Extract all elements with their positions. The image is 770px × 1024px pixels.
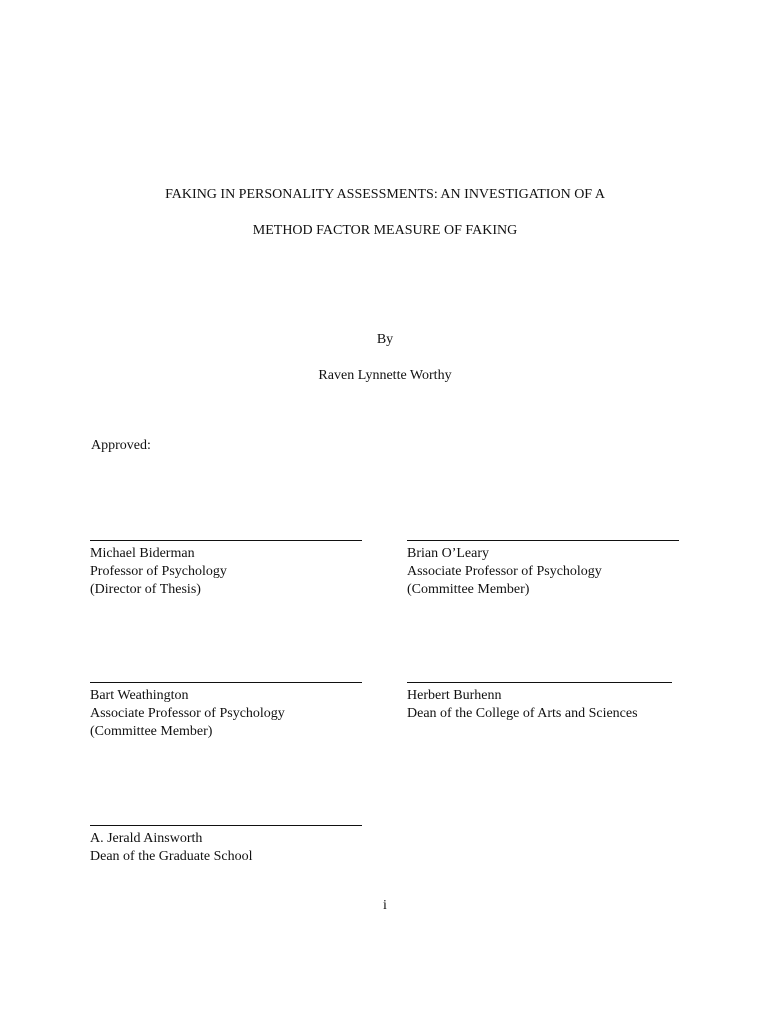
signature-line [90,540,362,541]
signatory-title: Associate Professor of Psychology [90,706,285,721]
signatory-title: Dean of the College of Arts and Sciences [407,706,638,721]
signature-line [90,825,362,826]
signatory-title: Professor of Psychology [90,564,227,579]
signature-block-biderman [90,540,362,599]
signature-block-oleary [407,540,679,599]
signature-line [90,682,362,683]
signature-block-burhenn [407,682,672,723]
thesis-title-line-1: FAKING IN PERSONALITY ASSESSMENTS: AN INVESTIGATION OF A [165,187,605,202]
signatory-title: Dean of the Graduate School [90,849,253,864]
approved-label: Approved: [91,438,151,453]
signatory-name: Brian O’Leary [407,546,490,561]
by-label: By [376,332,394,347]
signatory-name: Michael Biderman [90,546,195,561]
signature-line [407,540,679,541]
signatory-role: (Committee Member) [90,724,213,739]
signatory-name: Herbert Burhenn [407,688,502,703]
signature-block-weathington [90,682,362,741]
signatory-title: Associate Professor of Psychology [407,564,602,579]
signature-line [407,682,672,683]
signatory-name: A. Jerald Ainsworth [90,831,203,846]
signatory-name: Bart Weathington [90,688,189,703]
page-number: i [383,898,387,913]
thesis-title-line-2: METHOD FACTOR MEASURE OF FAKING [252,223,518,238]
signature-block-ainsworth [90,825,362,866]
signatory-role: (Committee Member) [407,582,530,597]
signatory-role: (Director of Thesis) [90,582,201,597]
author-name: Raven Lynnette Worthy [318,368,452,383]
